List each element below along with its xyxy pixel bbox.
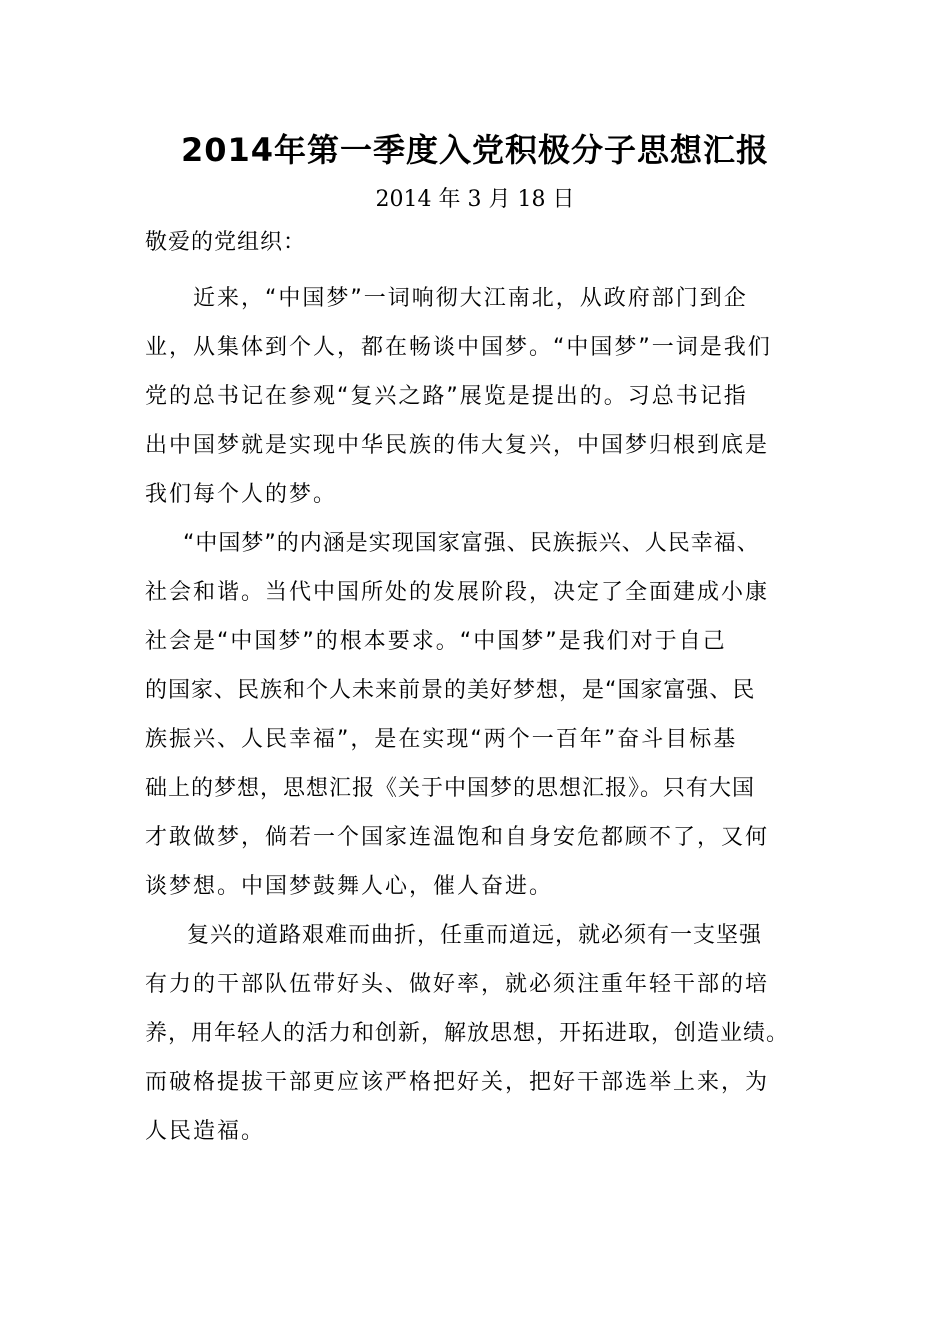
text-line: 我们每个人的梦。 bbox=[145, 482, 338, 507]
text-line: 谈梦想。中国梦鼓舞人心，催人奋进。 bbox=[145, 874, 554, 899]
text-line: 养，用年轻人的活力和创新，解放思想，开拓进取，创造业绩。 bbox=[145, 1021, 790, 1046]
text-line: 社会和谐。当代中国所处的发展阶段，决定了全面建成小康 bbox=[145, 580, 770, 605]
text-line: 近来，“中国梦”一词响彻大江南北，从政府部门到企 bbox=[193, 286, 748, 311]
text-line: 的国家、民族和个人未来前景的美好梦想，是“国家富强、民 bbox=[145, 678, 756, 703]
text-line: 人民造福。 bbox=[145, 1119, 266, 1144]
document-title: 2014年第一季度入党积极分子思想汇报 bbox=[180, 131, 770, 169]
text-line: 业，从集体到个人，都在畅谈中国梦。“中国梦”一词是我们 bbox=[145, 335, 772, 360]
text-line: 有力的干部队伍带好头、做好率，就必须注重年轻干部的培 bbox=[145, 972, 770, 997]
text-line: “中国梦”的内涵是实现国家富强、民族振兴、人民幸福、 bbox=[183, 531, 760, 556]
text-line: 社会是“中国梦”的根本要求。“中国梦”是我们对于自己 bbox=[145, 629, 727, 654]
text-line: 复兴的道路艰难而曲折，任重而道远，就必须有一支坚强 bbox=[187, 923, 763, 948]
text-line: 础上的梦想，思想汇报《关于中国梦的思想汇报》。只有大国 bbox=[145, 776, 756, 801]
text-line: 出中国梦就是实现中华民族的伟大复兴，中国梦归根到底是 bbox=[145, 433, 770, 458]
greeting: 敬爱的党组织： bbox=[145, 230, 307, 255]
text-line: 而破格提拔干部更应该严格把好关，把好干部选举上来，为 bbox=[145, 1070, 770, 1095]
text-line: 才敢做梦，倘若一个国家连温饱和自身安危都顾不了，又何 bbox=[145, 825, 770, 850]
document-date: 2014 年 3 月 18 日 bbox=[375, 187, 575, 212]
text-line: 族振兴、人民幸福”，是在实现“两个一百年”奋斗目标基 bbox=[145, 727, 738, 752]
text-line: 党的总书记在参观“复兴之路”展览是提出的。习总书记指 bbox=[145, 384, 748, 409]
